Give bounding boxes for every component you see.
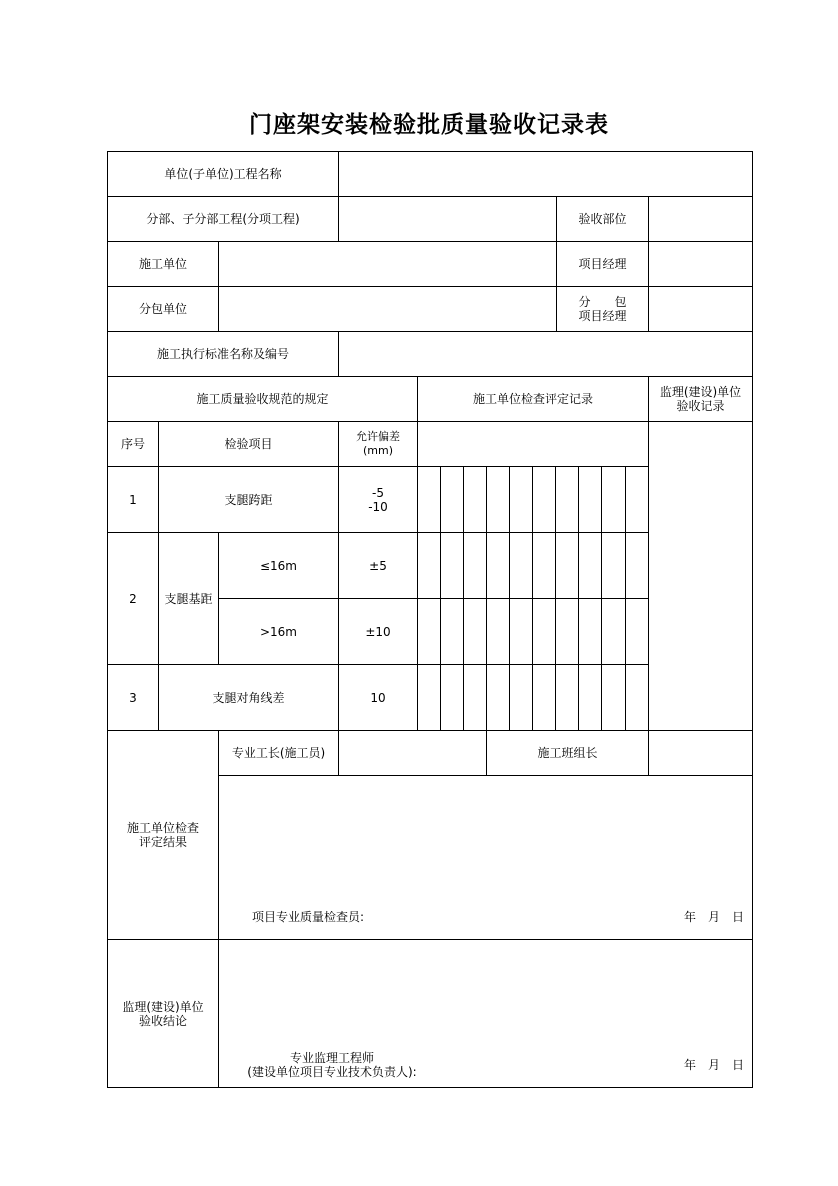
grid-line [532,466,533,730]
sub-project-manager-label: 分 包 项目经理 [578,295,627,323]
item-tolerance: ±10 [365,624,391,639]
grid-line [601,466,602,730]
project-manager-label: 项目经理 [578,257,627,271]
item-tolerance: -5 -10 [368,485,388,514]
project-manager-field[interactable] [649,242,752,286]
grid-line [509,466,510,730]
team-leader-label: 施工班组长 [537,746,598,760]
page-title: 门座架安装检验批质量验收记录表 [249,111,609,138]
table-line [218,730,219,1087]
item-tolerance: 10 [370,690,386,705]
table-border-bottom [107,1087,753,1088]
item-seq: 3 [129,690,137,705]
item-seq: 1 [129,492,137,507]
acceptance-part-field[interactable] [649,197,752,241]
grid-line [625,466,626,730]
sub-project-manager-field[interactable] [649,287,752,331]
table-line [648,376,649,730]
grid-line [555,466,556,730]
table-line [417,376,418,730]
check-result-label: 施工单位检查 评定结果 [126,821,199,849]
item-tolerance: ±5 [369,558,387,573]
supervision-record-header: 监理(建设)单位 验收记录 [659,385,742,413]
supervising-engineer-label: 专业监理工程师 (建设单位项目专业技术负责人): [247,1051,417,1079]
supervision-conclusion-label: 监理(建设)单位 验收结论 [122,999,204,1028]
item-name: 支腿对角线差 [212,690,285,705]
table-line [218,775,753,776]
item-name: 支腿基距 [164,591,213,606]
team-leader-field[interactable] [649,731,752,775]
subdivision-project-field[interactable] [339,197,556,241]
construction-unit-label: 施工单位 [138,257,187,271]
item-header: 检验项目 [224,437,273,451]
standard-label: 施工执行标准名称及编号 [156,347,289,361]
unit-project-name-label: 单位(子单位)工程名称 [164,167,282,181]
table-border-right [752,151,753,1088]
standard-field[interactable] [339,332,752,376]
grid-line [486,466,487,730]
subcontract-unit-field[interactable] [219,287,556,331]
spec-header: 施工质量验收规范的规定 [196,392,329,406]
item-subcondition: ≤16m [259,558,297,573]
subdivision-project-label: 分部、子分部工程(分项工程) [146,212,300,226]
grid-line [463,466,464,730]
grid-line [578,466,579,730]
subcontract-unit-label: 分包单位 [138,302,187,316]
grid-line [440,466,441,730]
acceptance-part-label: 验收部位 [578,212,627,226]
item-seq: 2 [129,591,137,606]
foreman-field[interactable] [339,731,486,775]
tolerance-header: 允许偏差 (mm) [356,430,400,457]
seq-header: 序号 [120,437,145,451]
item-name: 支腿跨距 [224,492,273,507]
construction-unit-field[interactable] [219,242,556,286]
unit-project-name-field[interactable] [339,152,752,196]
record-header: 施工单位检查评定记录 [472,392,593,406]
supervision-date: 年 月 日 [683,1058,744,1072]
foreman-label: 专业工长(施工员) [231,746,326,760]
inspection-date: 年 月 日 [683,910,744,924]
item-subcondition: >16m [259,624,297,639]
inspector-label: 项目专业质量检查员: [252,910,365,924]
